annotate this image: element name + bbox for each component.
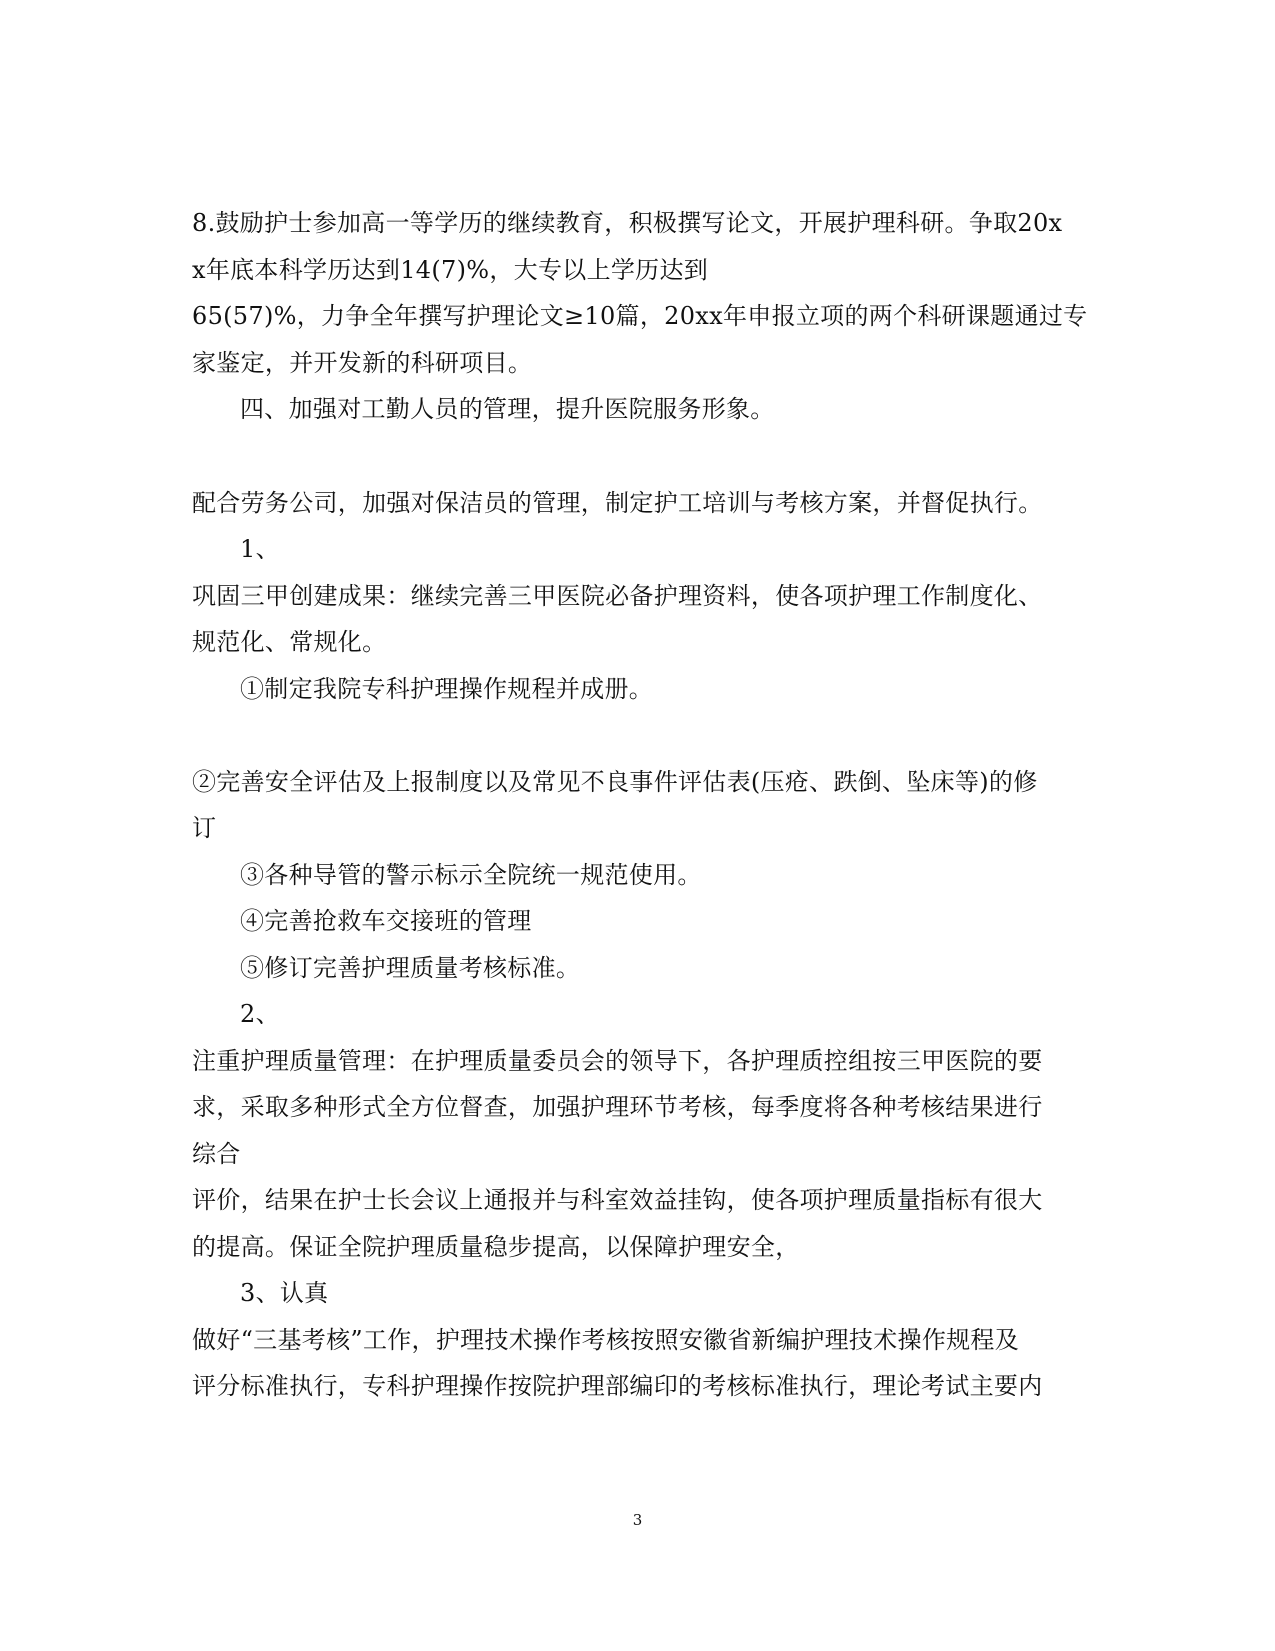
text-line: 评分标准执行，专科护理操作按院护理部编印的考核标准执行，理论考试主要内 xyxy=(192,1372,1043,1400)
text-line: 规范化、常规化。 xyxy=(192,628,387,656)
list-number: 3、认真 xyxy=(240,1279,329,1307)
list-item: ①制定我院专科护理操作规程并成册。 xyxy=(240,675,654,703)
text-line: 做好“三基考核”工作，护理技术操作考核按照安徽省新编护理技术操作规程及 xyxy=(192,1326,1020,1354)
text-line: 注重护理质量管理：在护理质量委员会的领导下，各护理质控组按三甲医院的要 xyxy=(192,1047,1043,1075)
text-line: 8.鼓励护士参加高一等学历的继续教育，积极撰写论文，开展护理科研。争取20x xyxy=(192,209,1063,237)
list-item: ③各种导管的警示标示全院统一规范使用。 xyxy=(240,861,702,889)
list-number: 1、 xyxy=(240,535,280,563)
text-line: 65(57)%，力争全年撰写护理论文≥10篇，20xx年申报立项的两个科研课题通过专 xyxy=(192,302,1088,330)
list-item: ⑤修订完善护理质量考核标准。 xyxy=(240,954,581,982)
text-line: 巩固三甲创建成果：继续完善三甲医院必备护理资料，使各项护理工作制度化、 xyxy=(192,582,1043,610)
text-line: 求，采取多种形式全方位督查，加强护理环节考核，每季度将各种考核结果进行 xyxy=(192,1093,1043,1121)
text-line: 评价，结果在护士长会议上通报并与科室效益挂钩，使各项护理质量指标有很大 xyxy=(192,1186,1043,1214)
text-line: 综合 xyxy=(192,1140,241,1168)
text-line: 的提高。保证全院护理质量稳步提高，以保障护理安全， xyxy=(192,1233,800,1261)
list-number: 2、 xyxy=(240,1000,280,1028)
list-item: ②完善安全评估及上报制度以及常见不良事件评估表(压疮、跌倒、坠床等)的修 xyxy=(192,768,1038,796)
page-number: 3 xyxy=(632,1511,643,1529)
section-heading: 四、加强对工勤人员的管理，提升医院服务形象。 xyxy=(240,395,775,423)
text-line: 订 xyxy=(192,814,217,842)
text-line: x年底本科学历达到14(7)%，大专以上学历达到 xyxy=(192,256,709,284)
text-line: 家鉴定，并开发新的科研项目。 xyxy=(192,349,533,377)
list-item: ④完善抢救车交接班的管理 xyxy=(240,907,532,935)
text-line: 配合劳务公司，加强对保洁员的管理，制定护工培训与考核方案，并督促执行。 xyxy=(192,489,1043,517)
